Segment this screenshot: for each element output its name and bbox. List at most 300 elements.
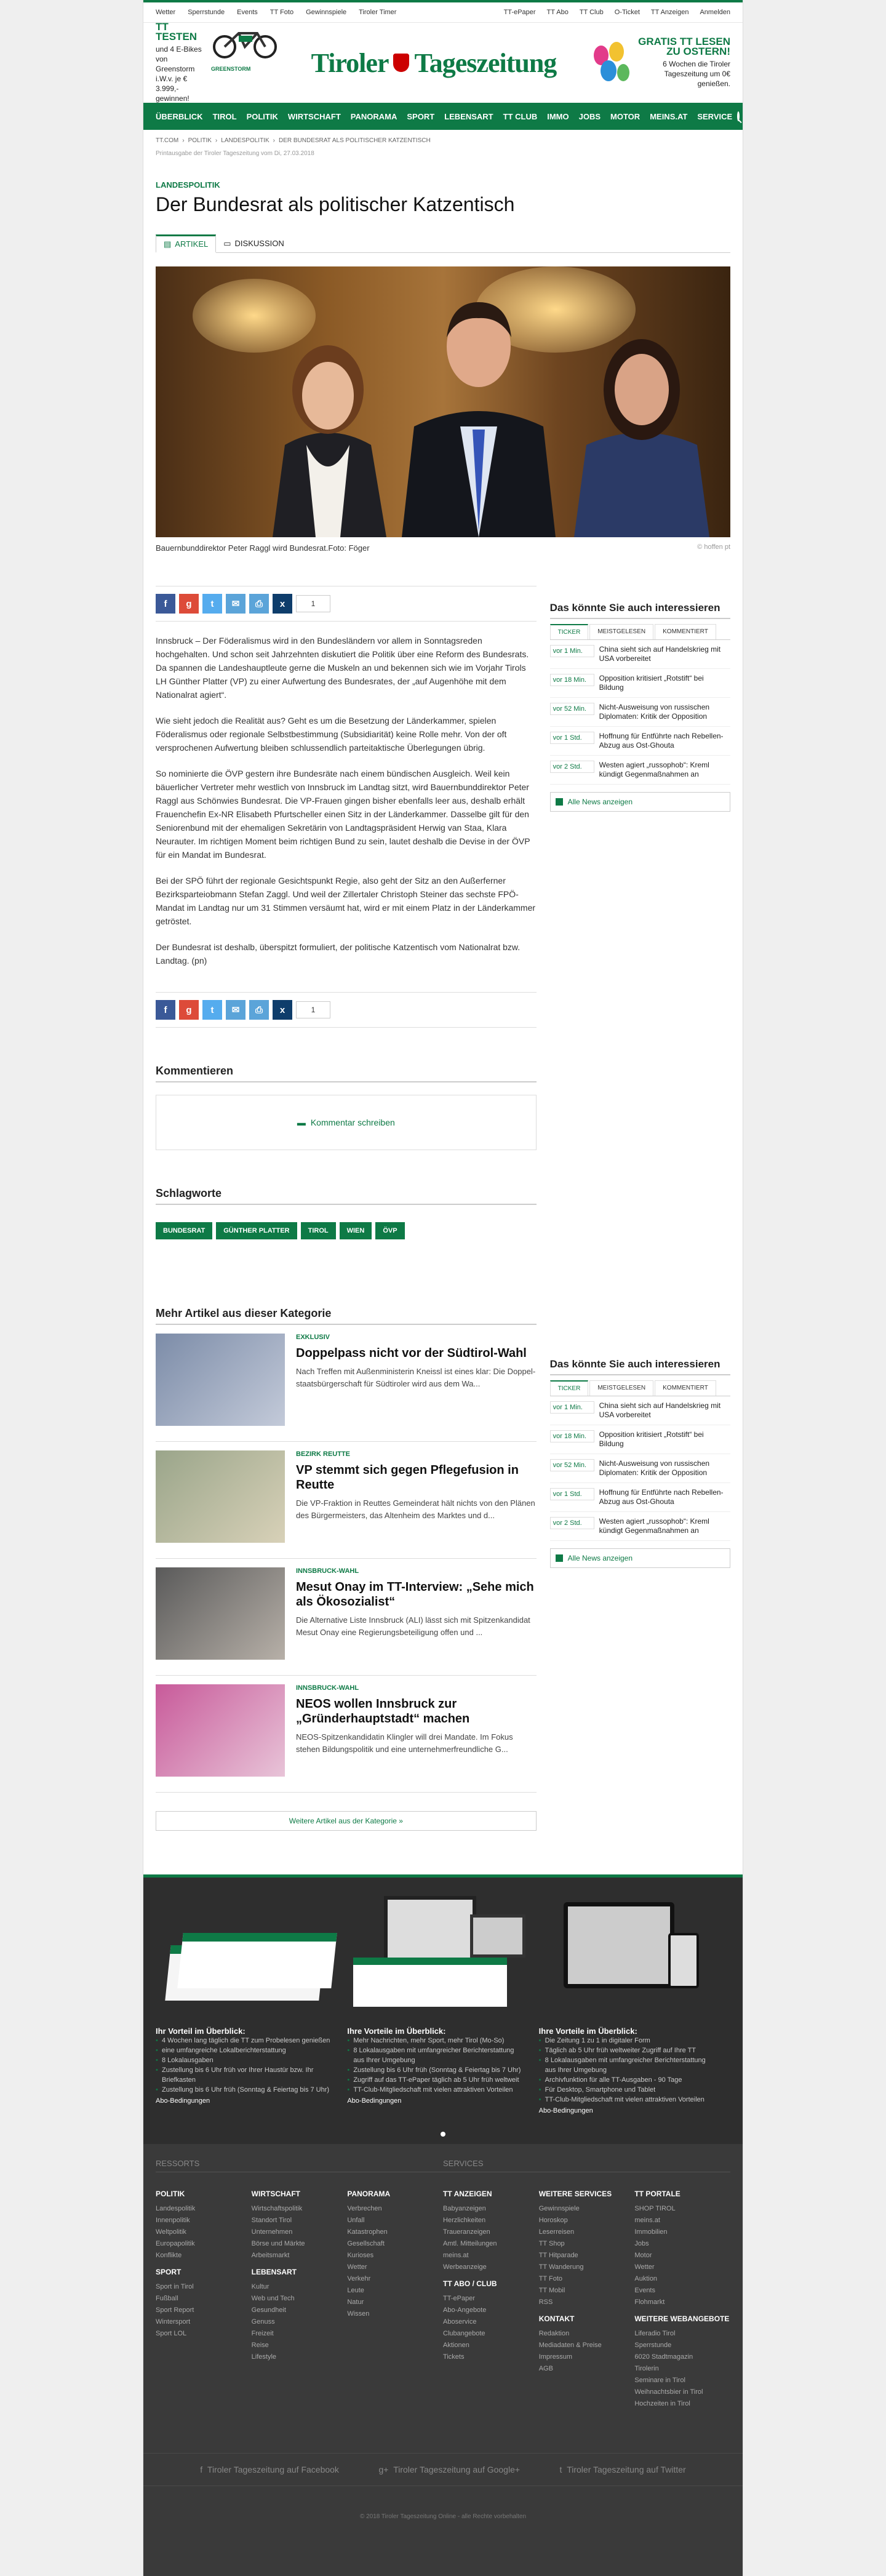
more-teaser: NEOS-Spitzenkandidatin Klingler will drei Mandate. Im Fokus stehen Bildungspolitik und eine unternehmerfreundliche G... xyxy=(296,1732,513,1754)
facebook-icon[interactable]: f xyxy=(156,594,175,614)
topnav-link[interactable]: Tiroler Timer xyxy=(359,9,397,16)
breadcrumb-item[interactable]: POLITIK xyxy=(188,137,212,144)
promo-easter[interactable] xyxy=(589,37,730,89)
footer-link[interactable]: meins.at xyxy=(443,2252,469,2259)
ticker-item[interactable] xyxy=(550,1512,730,1541)
nav-wirtschaft[interactable]: WIRTSCHAFT xyxy=(287,111,341,121)
list-icon xyxy=(556,1554,563,1562)
article-paragraph: Innsbruck – Der Föderalismus wird in den Bundesländern vor allem in Sonntagsreden hochgehalten. Und schon seit Jahrzehnten diskutiert die Politik über eine Reform des Bundesrats. Da spannen die Landeshauptleute gerne die Muskeln an und bekennen sich wie im Vorjahr Tirols LH Günther Platter (VP) zu einer Aufwertung des Bundesrates, der „auf Augenhöhe mit dem Nationalrat agiert“. xyxy=(156,636,529,700)
footer-link[interactable]: Web und Tech xyxy=(251,2295,295,2302)
tag[interactable]: WIEN xyxy=(340,1222,372,1239)
footer-section-title: PANORAMA xyxy=(347,2190,391,2198)
abo-conditions-link[interactable]: Abo-Bedingungen xyxy=(538,2107,593,2114)
twitter-icon[interactable]: t xyxy=(202,1000,222,1020)
abo-conditions-link[interactable]: Abo-Bedingungen xyxy=(347,2097,402,2105)
footer-link[interactable]: Motor xyxy=(634,2252,652,2259)
footer-link[interactable]: Katastrophen xyxy=(347,2228,388,2236)
footer-link[interactable]: Leute xyxy=(347,2287,364,2294)
footer-link[interactable]: Wintersport xyxy=(156,2318,191,2326)
ticker-time: vor 52 Min. xyxy=(550,1459,594,1471)
footer-link[interactable]: Konflikte xyxy=(156,2252,182,2259)
footer-link[interactable]: Wetter xyxy=(634,2263,655,2271)
promo-ebike[interactable] xyxy=(156,22,279,103)
footer-link[interactable]: Fußball xyxy=(156,2295,178,2302)
ticker-time: vor 2 Std. xyxy=(550,1517,594,1529)
share-bar-bottom xyxy=(156,992,537,1028)
promo-benefit: • Archivfunktion für alle TT-Ausgaben - 90 Tage xyxy=(539,2075,718,2085)
promo-benefit: • Täglich ab 5 Uhr früh weltweiter Zugriff auf Ihre TT xyxy=(539,2046,718,2055)
topnav-link[interactable]: Sperrstunde xyxy=(188,9,225,16)
footer-link[interactable]: SHOP TIROL xyxy=(634,2205,676,2212)
tablet-image xyxy=(539,1878,718,2019)
footer-link[interactable]: Sport in Tirol xyxy=(156,2283,194,2290)
tag[interactable]: GÜNTHER PLATTER xyxy=(216,1222,297,1239)
more-title[interactable]: Mesut Onay im TT-Interview: „Sehe mich als Ökosozialist“ xyxy=(296,1580,534,1609)
topnav-link[interactable]: Wetter xyxy=(156,9,176,16)
share-count: 1 xyxy=(296,595,330,612)
footer-link[interactable]: TT Wanderung xyxy=(538,2263,584,2271)
footer-link[interactable]: Jobs xyxy=(634,2240,649,2247)
footer-link[interactable]: Traueranzeigen xyxy=(443,2228,490,2236)
nav-motor[interactable]: MOTOR xyxy=(610,111,641,121)
footer-link[interactable]: Gesundheit xyxy=(251,2306,286,2314)
footer-section-title: WIRTSCHAFT xyxy=(251,2190,300,2198)
footer-link[interactable]: Immobilien xyxy=(634,2228,668,2236)
more-article[interactable] xyxy=(156,1559,537,1676)
ticker-item[interactable] xyxy=(550,1454,730,1483)
promo-heading: GRATIS TT LESEN ZU OSTERN! xyxy=(638,36,730,57)
easter-eggs-icon xyxy=(589,37,632,86)
breadcrumb-item[interactable]: LANDESPOLITIK xyxy=(221,137,269,144)
footer-link[interactable]: Gesellschaft xyxy=(347,2240,385,2247)
footer-link[interactable]: Sport LOL xyxy=(156,2330,187,2337)
tab-discussion-label: DISKUSSION xyxy=(234,239,284,248)
footer-link[interactable]: Seminare in Tirol xyxy=(634,2377,685,2384)
footer-link[interactable]: Unternehmen xyxy=(251,2228,293,2236)
ticker-time: vor 18 Min. xyxy=(550,1430,594,1442)
facebook-link[interactable]: f Tiroler Tageszeitung auf Facebook xyxy=(200,2465,339,2474)
all-news-label: Alle News anzeigen xyxy=(567,1554,633,1562)
page xyxy=(143,0,743,2576)
footer-link[interactable]: Sperrstunde xyxy=(634,2342,672,2349)
footer-heading-services: SERVICES xyxy=(443,2159,730,2172)
nav-tirol[interactable]: TIROL xyxy=(212,111,237,121)
sidebar-title: Das könnte Sie auch interessieren xyxy=(550,1358,730,1375)
footer-link[interactable]: Mediadaten & Preise xyxy=(538,2342,602,2349)
promo-combi-abo[interactable] xyxy=(347,1878,538,2114)
carousel-dot[interactable] xyxy=(441,2132,445,2137)
print-icon[interactable]: ⎙ xyxy=(249,594,269,614)
footer-link[interactable]: RSS xyxy=(538,2298,553,2306)
sidebar xyxy=(550,586,730,1831)
promo-benefit: • eine umfangreiche Lokalberichterstattung xyxy=(156,2046,335,2055)
ticker-text: Westen agiert „russophob“: Kreml kündigt Gegenmaßnahmen an xyxy=(599,1517,709,1535)
topnav-link[interactable]: O-Ticket xyxy=(614,9,640,16)
promo-benefit: • TT-Club-Mitgliedschaft mit vielen attraktiven Vorteilen xyxy=(347,2085,526,2095)
ticker-time: vor 1 Min. xyxy=(550,645,594,657)
tag-list xyxy=(156,1222,537,1239)
person-woman-left xyxy=(248,303,408,537)
tag[interactable]: BUNDESRAT xyxy=(156,1222,212,1239)
promo-benefit: • Zustellung bis 6 Uhr früh (Sonntag & Feiertag bis 7 Uhr) xyxy=(156,2085,335,2095)
tab-article-label: ARTIKEL xyxy=(175,239,209,249)
sidebar-box-bottom xyxy=(550,1358,730,1568)
footer-link[interactable]: TT Shop xyxy=(538,2240,565,2247)
promo-title: Ihre Vorteile im Überblick: xyxy=(538,2026,637,2036)
promo-benefit: • Zugriff auf das TT-ePaper täglich ab 5 Uhr früh weltweit xyxy=(347,2075,526,2085)
footer-link[interactable]: Gewinnspiele xyxy=(538,2205,580,2212)
footer-link[interactable]: Verkehr xyxy=(347,2275,371,2282)
tab-ticker[interactable]: TICKER xyxy=(550,624,589,639)
footer-column xyxy=(634,2183,730,2410)
google-plus-link[interactable]: g+ Tiroler Tageszeitung auf Google+ xyxy=(378,2465,521,2474)
comment-icon: ▬ xyxy=(297,1118,306,1127)
facebook-icon[interactable]: f xyxy=(156,1000,175,1020)
footer-section-title: POLITIK xyxy=(156,2190,185,2198)
ticker-text: Hoffnung für Entführte nach Rebellen-Abzug aus Ost-Ghouta xyxy=(599,732,724,750)
article-main-column xyxy=(156,586,537,1831)
social-links xyxy=(143,2453,743,2486)
promo-text: und 4 E-Bikes von Greenstorm i.W.v. je € 3.999,- gewinnen! xyxy=(156,45,202,103)
breadcrumb-item[interactable]: TT.COM xyxy=(156,137,179,144)
all-news-label: Alle News anzeigen xyxy=(567,798,633,806)
more-article[interactable] xyxy=(156,1442,537,1559)
promo-benefit: • Die Zeitung 1 zu 1 in digitaler Form xyxy=(539,2036,718,2046)
ticker-item[interactable] xyxy=(550,727,730,756)
person-woman-right xyxy=(562,297,722,537)
footer-link[interactable]: Auktion xyxy=(634,2275,658,2282)
promo-epaper-abo[interactable] xyxy=(539,1878,730,2114)
promo-benefit: • Zustellung bis 6 Uhr früh vor Ihrer Haustür bzw. Ihr Briefkasten xyxy=(156,2065,335,2085)
ticker-text: Opposition kritisiert „Rotstift“ bei Bildung xyxy=(599,674,704,692)
footer-link[interactable]: Wissen xyxy=(347,2310,370,2318)
footer-link[interactable]: Impressum xyxy=(538,2353,573,2361)
footer-link[interactable]: Weltpolitik xyxy=(156,2228,186,2236)
footer-link[interactable]: Werbeanzeige xyxy=(443,2263,487,2271)
top-navigation xyxy=(143,2,743,23)
more-kicker: INNSBRUCK-WAHL xyxy=(296,1567,359,1575)
breadcrumb: TT.COM › POLITIK › LANDESPOLITIK › DER BUNDESRAT ALS POLITISCHER KATZENTISCH xyxy=(156,137,431,144)
footer-link[interactable]: Liferadio Tirol xyxy=(634,2330,676,2337)
more-kicker: INNSBRUCK-WAHL xyxy=(296,1684,359,1692)
article-kicker: LANDESPOLITIK xyxy=(156,180,220,190)
footer-link[interactable]: Babyanzeigen xyxy=(443,2205,486,2212)
site-header xyxy=(143,23,743,103)
article-thumbnail xyxy=(156,1450,285,1543)
topnav-link[interactable]: TT Anzeigen xyxy=(650,9,689,16)
footer-link[interactable]: TT Foto xyxy=(538,2275,562,2282)
footer-link[interactable]: TT Mobil xyxy=(538,2287,565,2294)
more-teaser: Nach Treffen mit Außenministerin Kneissl ist eines klar: Die Doppel-staatsbürgerschaft für Südtiroler wird aus dem Wa... xyxy=(296,1367,536,1388)
abo-conditions-link[interactable]: Abo-Bedingungen xyxy=(156,2097,210,2105)
subscription-promo xyxy=(143,1874,743,2144)
footer-link[interactable]: Verbrechen xyxy=(347,2205,382,2212)
carousel-dots xyxy=(143,2132,743,2137)
footer-link[interactable]: meins.at xyxy=(634,2217,660,2224)
footer-link[interactable]: Natur xyxy=(347,2298,364,2306)
footer-link[interactable]: TT Hitparade xyxy=(538,2252,578,2259)
sidebar-title: Das könnte Sie auch interessieren xyxy=(550,602,730,619)
promo-text: 6 Wochen die Tiroler Tageszeitung um 0€ genießen. xyxy=(663,60,730,88)
footer-link[interactable]: Wetter xyxy=(347,2263,367,2271)
mail-icon[interactable]: ✉ xyxy=(226,1000,245,1020)
footer-link[interactable]: Tickets xyxy=(443,2353,465,2361)
ticker-item[interactable] xyxy=(550,1425,730,1454)
article-thumbnail xyxy=(156,1334,285,1426)
article-tabs xyxy=(156,234,730,253)
write-comment-button[interactable] xyxy=(156,1095,537,1150)
footer-link[interactable]: Kultur xyxy=(251,2283,269,2290)
ticker-time: vor 2 Std. xyxy=(550,761,594,773)
promo-benefit: • 8 Lokalausgaben xyxy=(156,2055,335,2065)
twitter-link[interactable]: t Tiroler Tageszeitung auf Twitter xyxy=(559,2465,686,2474)
xing-icon[interactable]: x xyxy=(273,1000,292,1020)
all-news-button[interactable] xyxy=(550,792,730,812)
tab-discussion[interactable] xyxy=(216,234,291,252)
promo-title: Ihre Vorteile im Überblick: xyxy=(347,2026,446,2036)
more-article[interactable] xyxy=(156,1676,537,1793)
more-teaser: Die VP-Fraktion in Reuttes Gemeinderat hält nichts von den Plänen des Bürgermeisters, das Altenheim des Marktes und d... xyxy=(296,1498,535,1520)
footer-link[interactable]: Events xyxy=(634,2287,655,2294)
footer-link[interactable]: Redaktion xyxy=(538,2330,570,2337)
tab-meistgelesen[interactable]: MEISTGELESEN xyxy=(589,624,653,639)
footer-link[interactable]: Aktionen xyxy=(443,2342,469,2349)
ticker-time: vor 1 Min. xyxy=(550,1401,594,1414)
footer-column xyxy=(443,2183,539,2410)
google-plus-icon[interactable]: g xyxy=(179,594,199,614)
tag[interactable]: ÖVP xyxy=(375,1222,404,1239)
tab-ticker[interactable]: TICKER xyxy=(550,1380,589,1396)
ticker-time: vor 52 Min. xyxy=(550,703,594,715)
ticker-time: vor 18 Min. xyxy=(550,674,594,686)
tags-heading: Schlagworte xyxy=(156,1187,537,1205)
article-title: Der Bundesrat als politischer Katzentisch xyxy=(156,193,515,215)
article-photo xyxy=(156,266,730,537)
promo-benefit: • 8 Lokalausgaben mit umfangreicher Berichterstattung aus Ihrer Umgebung xyxy=(539,2055,718,2075)
ticker-text: Opposition kritisiert „Rotstift“ bei Bildung xyxy=(599,1430,704,1448)
topnav-link[interactable]: TT-ePaper xyxy=(503,9,536,16)
google-plus-label: Tiroler Tageszeitung auf Google+ xyxy=(393,2465,521,2474)
tab-meistgelesen[interactable]: MEISTGELESEN xyxy=(589,1380,653,1396)
ticker-item[interactable] xyxy=(550,756,730,785)
promo-print-abo[interactable] xyxy=(156,1878,347,2114)
more-articles-heading: Mehr Artikel aus dieser Kategorie xyxy=(156,1307,537,1325)
footer-column xyxy=(156,2183,252,2410)
footer-link[interactable]: Tirolerin xyxy=(634,2365,659,2372)
footer-link[interactable]: Wirtschaftspolitik xyxy=(251,2205,303,2212)
article-thumbnail xyxy=(156,1567,285,1660)
more-article[interactable] xyxy=(156,1325,537,1442)
facebook-label: Tiroler Tageszeitung auf Facebook xyxy=(207,2465,339,2474)
site-footer xyxy=(143,2144,743,2576)
footer-link[interactable]: Standort Tirol xyxy=(251,2217,292,2224)
footer-link[interactable]: Arbeitsmarkt xyxy=(251,2252,290,2259)
ticker-item[interactable] xyxy=(550,1396,730,1425)
footer-section-title: WEITERE SERVICES xyxy=(538,2190,612,2198)
ticker-item[interactable] xyxy=(550,1483,730,1512)
nav-lebensart[interactable]: LEBENSART xyxy=(444,111,493,121)
topnav-link[interactable]: Events xyxy=(237,9,258,16)
print-edition-note: Printausgabe der Tiroler Tageszeitung vom Di, 27.03.2018 xyxy=(156,150,314,157)
search-icon[interactable] xyxy=(737,111,740,121)
devices-image xyxy=(347,1878,526,2019)
footer-link[interactable]: Unfall xyxy=(347,2217,365,2224)
promo-title: Ihr Vorteil im Überblick: xyxy=(156,2026,245,2036)
login-link[interactable]: Anmelden xyxy=(700,9,730,16)
main-navigation xyxy=(143,103,743,130)
xing-icon[interactable]: x xyxy=(273,594,292,614)
mail-icon[interactable]: ✉ xyxy=(226,594,245,614)
footer-link[interactable]: Herzlichkeiten xyxy=(443,2217,486,2224)
tag[interactable]: TIROL xyxy=(301,1222,336,1239)
print-icon[interactable]: ⎙ xyxy=(249,1000,269,1020)
article-paragraph: Wie sieht jedoch die Realität aus? Geht es um die Besetzung der Länderkammer, spielen Föderalismus oder regionale Selbstbestimmung (Subsidiarität) keine Rolle mehr. Von der oft versprochenen Aufwertung bleiben schlussendlich parteitaktische Überlegungen übrig. xyxy=(156,716,507,753)
person-man-center xyxy=(396,273,562,537)
footer-link[interactable]: Flohmarkt xyxy=(634,2298,665,2306)
footer-link[interactable]: Reise xyxy=(251,2342,269,2349)
ticker-item[interactable] xyxy=(550,698,730,727)
breadcrumb-current: DER BUNDESRAT ALS POLITISCHER KATZENTISCH xyxy=(278,137,431,144)
google-plus-icon[interactable]: g xyxy=(179,1000,199,1020)
tab-kommentiert[interactable]: KOMMENTIERT xyxy=(655,1380,716,1396)
more-title[interactable]: VP stemmt sich gegen Pflegefusion in Reutte xyxy=(296,1463,519,1492)
footer-column xyxy=(347,2183,443,2410)
footer-link[interactable]: Leserreisen xyxy=(538,2228,575,2236)
tab-kommentiert[interactable]: KOMMENTIERT xyxy=(655,624,716,639)
all-news-button[interactable] xyxy=(550,1548,730,1568)
twitter-icon[interactable]: t xyxy=(202,594,222,614)
ticker-item[interactable] xyxy=(550,640,730,669)
write-comment-label: Kommentar schreiben xyxy=(310,1118,395,1127)
nav-politik[interactable]: POLITIK xyxy=(246,111,278,121)
photo-caption-row xyxy=(156,543,730,553)
more-kicker: EXKLUSIV xyxy=(296,1334,330,1341)
nav-sport[interactable]: SPORT xyxy=(407,111,435,121)
twitter-label: Tiroler Tageszeitung auf Twitter xyxy=(567,2465,686,2474)
article-paragraph: Der Bundesrat ist deshalb, überspitzt formuliert, der politische Katzentisch vom Nationalrat bzw. Landtag. (pn) xyxy=(156,942,521,966)
footer-link[interactable]: Landespolitik xyxy=(156,2205,196,2212)
footer-heading-ressorts: RESSORTS xyxy=(156,2159,443,2172)
article-thumbnail xyxy=(156,1684,285,1777)
nav-ueberblick[interactable]: ÜBERBLICK xyxy=(156,111,203,121)
footer-column xyxy=(539,2183,635,2410)
greenstorm-logo: GREENSTORM xyxy=(211,66,251,72)
footer-section-title: TT ABO / CLUB xyxy=(443,2279,497,2288)
footer-link[interactable]: Hochzeiten in Tirol xyxy=(634,2400,690,2407)
more-kicker: BEZIRK REUTTE xyxy=(296,1450,350,1458)
topnav-link[interactable]: TT Abo xyxy=(546,9,569,16)
comments-heading: Kommentieren xyxy=(156,1065,537,1082)
footer-link[interactable]: TT-ePaper xyxy=(443,2295,475,2302)
footer-link[interactable]: Abo-Angebote xyxy=(443,2306,487,2314)
footer-link[interactable]: AGB xyxy=(538,2365,553,2372)
share-count: 1 xyxy=(296,1001,330,1018)
topnav-link[interactable]: TT Club xyxy=(579,9,604,16)
nav-jobs[interactable]: JOBS xyxy=(578,111,601,121)
footer-link[interactable]: Genuss xyxy=(251,2318,275,2326)
ticker-text: China sieht sich auf Handelskrieg mit USA vorbereitet xyxy=(599,645,721,663)
promo-benefit: • TT-Club-Mitgliedschaft mit vielen attraktiven Vorteilen xyxy=(539,2095,718,2105)
more-title[interactable]: NEOS wollen Innsbruck zur „Gründerhauptstadt“ machen xyxy=(296,1697,470,1726)
article-paragraph: So nominierte die ÖVP gestern ihre Bundesräte nach einem bündischen Ausgleich. Weil kein bäuerlicher Vertreter mehr westlich von Innsbruck im Landtag sitzt, wird Bauernbunddirektor Peter Raggl aus Schönwies Bundesrat. Die VP-Frauen gingen bisher ebenfalls leer aus, deshalb erhält Frauenchefin Ex-NR Elisabeth Pfurtscheller einen Sitz in der Länderkammer. Dasselbe gilt für den Seniorenbund mit der ehemaligen Sekretärin von Landtagspräsident Herwig van Staa, Klara Neurauter. Im richtigen Moment beim richtigen Bund zu sein, lautet deshalb die Devise in der ÖVP für ein Mandat im Bundesrat. xyxy=(156,769,530,860)
footer-link[interactable]: Sport Report xyxy=(156,2306,194,2314)
footer-link[interactable]: Amtl. Mitteilungen xyxy=(443,2240,497,2247)
ticker-text: Hoffnung für Entführte nach Rebellen-Abzug aus Ost-Ghouta xyxy=(599,1488,724,1506)
ticker-time: vor 1 Std. xyxy=(550,1488,594,1500)
newspaper-stack-image xyxy=(156,1878,335,2019)
list-icon xyxy=(556,798,563,806)
promo-benefit: • Mehr Nachrichten, mehr Sport, mehr Tirol (Mo-So) xyxy=(347,2036,526,2046)
article-paragraph: Bei der SPÖ führt der regionale Gesichtspunkt Regie, also geht der Sitz an den Außerferner Bezirksparteiobmann Stefan Zaggl. Und weil der Zillertaler Christoph Steiner das sechste FPÖ-Mandat im Landtag nur um 31 Stimmen versäumt hat, wird er mit einem Platz in der Länderkammer getröstet. xyxy=(156,876,536,926)
promo-benefit: • Zustellung bis 6 Uhr früh (Sonntag & Feiertag bis 7 Uhr) xyxy=(347,2065,526,2075)
share-bar-top xyxy=(156,586,537,622)
footer-link[interactable]: Horoskop xyxy=(538,2217,568,2224)
article-body xyxy=(156,634,537,967)
ticker-item[interactable] xyxy=(550,669,730,698)
ticker-text: China sieht sich auf Handelskrieg mit USA vorbereitet xyxy=(599,1401,721,1419)
ticker-text: Westen agiert „russophob“: Kreml kündigt Gegenmaßnahmen an xyxy=(599,761,709,778)
logo-part-2: Tageszeitung xyxy=(414,47,557,78)
footer-link[interactable]: Clubangebote xyxy=(443,2330,485,2337)
promo-benefit: • 8 Lokalausgaben mit umfangreicher Berichterstattung aus Ihrer Umgebung xyxy=(347,2046,526,2065)
tab-article[interactable] xyxy=(156,234,216,253)
promo-benefit: • Für Desktop, Smartphone und Tablet xyxy=(539,2085,718,2095)
copyright: © 2018 Tiroler Tageszeitung Online - alle Rechte vorbehalten xyxy=(359,2513,527,2520)
footer-link[interactable]: Innenpolitik xyxy=(156,2217,190,2224)
nav-panorama[interactable]: PANORAMA xyxy=(350,111,397,121)
footer-section-title: SPORT xyxy=(156,2268,182,2276)
nav-tt-club[interactable]: TT CLUB xyxy=(503,111,538,121)
footer-section-title: WEITERE WEBANGEBOTE xyxy=(634,2314,730,2323)
photo-caption: Bauernbunddirektor Peter Raggl wird Bundesrat.Foto: Föger xyxy=(156,543,370,553)
ebike-icon xyxy=(211,22,279,59)
footer-section-title: TT PORTALE xyxy=(634,2190,680,2198)
ticker-text: Nicht-Ausweisung von russischen Diplomaten: Kritik der Opposition xyxy=(599,1459,710,1477)
footer-link[interactable]: Aboservice xyxy=(443,2318,477,2326)
footer-section-title: TT ANZEIGEN xyxy=(443,2190,492,2198)
footer-section-title: LEBENSART xyxy=(251,2268,297,2276)
sidebar-box-top xyxy=(550,602,730,812)
footer-link-grid xyxy=(156,2183,730,2410)
footer-section-title: KONTAKT xyxy=(538,2314,575,2323)
footer-link[interactable]: Europapolitik xyxy=(156,2240,195,2247)
eagle-icon xyxy=(393,54,409,72)
more-articles-button[interactable]: Weitere Artikel aus der Kategorie » xyxy=(156,1811,537,1831)
footer-link[interactable]: Freizeit xyxy=(251,2330,274,2337)
ticker-time: vor 1 Std. xyxy=(550,732,594,744)
footer-link[interactable]: Weihnachtsbier in Tirol xyxy=(634,2388,703,2396)
nav-meins[interactable]: MEINS.AT xyxy=(650,111,688,121)
promo-benefit: • 4 Wochen lang täglich die TT zum Probelesen genießen xyxy=(156,2036,335,2046)
footer-link[interactable]: Lifestyle xyxy=(251,2353,277,2361)
nav-service[interactable]: SERVICE xyxy=(697,111,733,121)
footer-link[interactable]: Kurioses xyxy=(347,2252,374,2259)
nav-immo[interactable]: IMMO xyxy=(547,111,569,121)
promo-heading: TT TESTEN xyxy=(156,21,198,42)
photo-credit: © hoffen pt xyxy=(697,543,730,551)
more-teaser: Die Alternative Liste Innsbruck (ALI) lässt sich mit Spitzenkandidat Mesut Onay eine Regierungsbeteiligung offen und ... xyxy=(296,1615,530,1637)
ticker-text: Nicht-Ausweisung von russischen Diplomaten: Kritik der Opposition xyxy=(599,703,710,721)
topnav-link[interactable]: Gewinnspiele xyxy=(306,9,347,16)
footer-column xyxy=(252,2183,348,2410)
footer-link[interactable]: Börse und Märkte xyxy=(251,2240,305,2247)
topnav-link[interactable]: TT Foto xyxy=(269,9,294,16)
logo-part-1: Tiroler xyxy=(311,47,389,78)
site-logo[interactable] xyxy=(279,47,589,79)
speech-bubble-icon: ▭ xyxy=(223,238,231,248)
footer-link[interactable]: 6020 Stadtmagazin xyxy=(634,2353,693,2361)
more-title[interactable]: Doppelpass nicht vor der Südtirol-Wahl xyxy=(296,1346,527,1360)
